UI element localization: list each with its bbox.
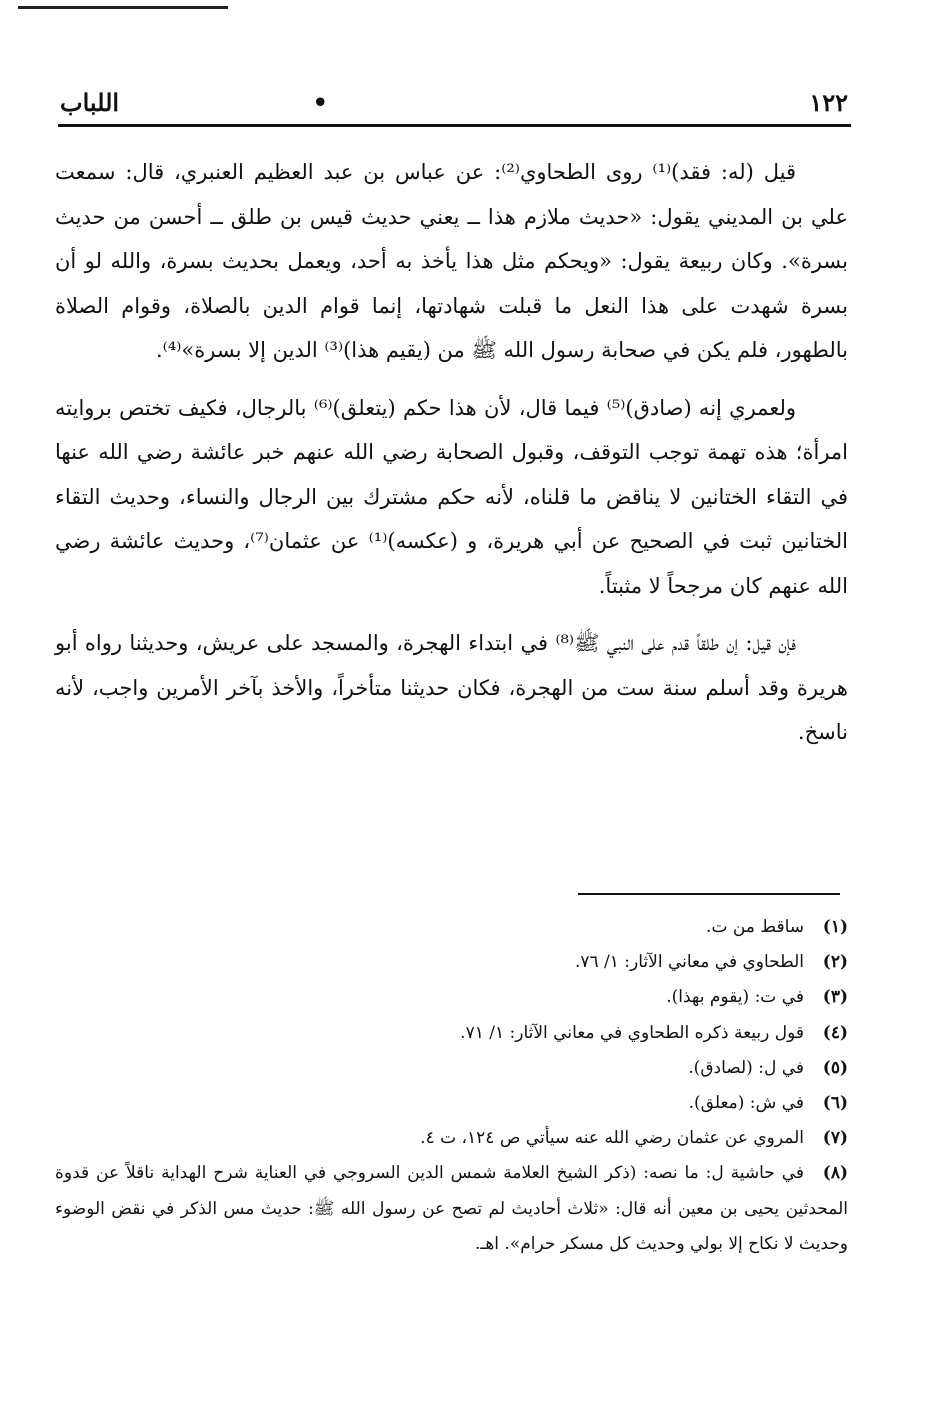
footnote-6 <box>55 1086 848 1121</box>
page-number: ١٢٢ <box>809 88 848 117</box>
page-header <box>60 88 848 124</box>
footnote-text: في حاشية ل: ما نصه: (ذكر الشيخ العلامة شمس الدين السروجي في العناية شرح الهداية ناقلاً عن قدوة المحدثين يحيى بن معين أنه قال: «ثلاث أحاديث لم تصح عن رسول الله ﷺ: حديث مس الذكر في نقض الوضوء وحديث لا نكاح إلا بولي وحديث كل مسكر حرام». اهـ. <box>55 1163 848 1254</box>
footnote-text: في ش: (معلق). <box>688 1093 804 1114</box>
footnote-number: (٦) <box>822 1093 848 1114</box>
footnote-5 <box>55 1051 848 1086</box>
footnote-1 <box>55 910 848 945</box>
footnote-separator <box>578 893 840 895</box>
footnote-number: (٥) <box>822 1057 848 1078</box>
header-rule <box>58 124 851 127</box>
footnote-number: (١) <box>822 917 848 937</box>
footnote-number: (٧) <box>822 1128 848 1149</box>
paragraph-2: ولعمري إنه (صادق)⁽⁵⁾ فيما قال، لأن هذا حكم (يتعلق)⁽⁶⁾ بالرجال، فكيف تختص بروايته امرأة؛ هذه تهمة توجب التوقف، وقبول الصحابة رضي الله عنهم خبر عائشة رضي الله عنها في التقاء الختانين لا يناقض ما قلناه، لأنه حكم مشترك بين الرجال والنساء، وحديث التقاء الختانين ثبت في الصحيح عن أبي هريرة، و (عكسه)⁽¹⁾ عن عثمان⁽⁷⁾، وحديث عائشة رضي الله عنهم كان مرجحاً لا مثبتاً. <box>55 395 848 598</box>
paragraph-1: قيل (له: فقد)⁽¹⁾ روى الطحاوي⁽²⁾: عن عباس بن عبد العظيم العنبري، قال: سمعت علي بن المديني يقول: «حديث ملازم هذا ــ يعني حديث قيس بن طلق ــ أحسن من حديث بسرة». وكان ربيعة يقول: «ويحكم مثل هذا يأخذ به أحد، ويعمل بحديث بسرة، والله لو أن بسرة شهدت على هذا النعل ما قبلت شهادتها، إنما قوام الدين بالصلاة، وقوام الصلاة بالطهور، فلم يكن في صحابة رسول الله ﷺ من (يقيم هذا)⁽³⁾ الدين إلا بسرة»⁽⁴⁾. <box>55 160 848 362</box>
footnote-text: في ل: (لصادق). <box>688 1057 804 1078</box>
footnote-text: في ت: (يقوم بهذا). <box>666 987 804 1008</box>
footnote-8 <box>55 1156 848 1262</box>
footnotes <box>55 910 848 1262</box>
main-text <box>55 150 848 755</box>
top-edge-line <box>18 6 228 9</box>
footnote-text: المروي عن عثمان رضي الله عنه سيأتي ص ١٢٤، ت ٤. <box>420 1128 804 1149</box>
footnote-number: (٣) <box>822 987 848 1008</box>
paragraph-3: فإن قيل: إن طلقاً قدم على النبي ﷺ⁽⁸⁾ في ابتداء الهجرة، والمسجد على عريش، وحديثنا رواه أبو هريرة وقد أسلم سنة ست من الهجرة، فكان حديثنا متأخراً، والأخذ بآخر الأمرين واجب، لأنه ناسخ. <box>55 631 848 744</box>
running-title: اللباب <box>60 88 120 117</box>
footnote-text: الطحاوي في معاني الآثار: ١/ ٧٦. <box>574 952 804 973</box>
footnote-4 <box>55 1016 848 1051</box>
footnote-number: (٤) <box>822 1022 848 1043</box>
footnote-3 <box>55 980 848 1015</box>
footnote-number: (٢) <box>822 952 848 973</box>
footnote-2 <box>55 945 848 980</box>
footnote-7 <box>55 1121 848 1156</box>
footnote-text: قول ربيعة ذكره الطحاوي في معاني الآثار: ١/ ٧١. <box>460 1022 804 1043</box>
footnote-text: ساقط من ت. <box>706 917 804 937</box>
header-dot: • <box>312 88 328 117</box>
footnote-number: (٨) <box>822 1163 848 1184</box>
